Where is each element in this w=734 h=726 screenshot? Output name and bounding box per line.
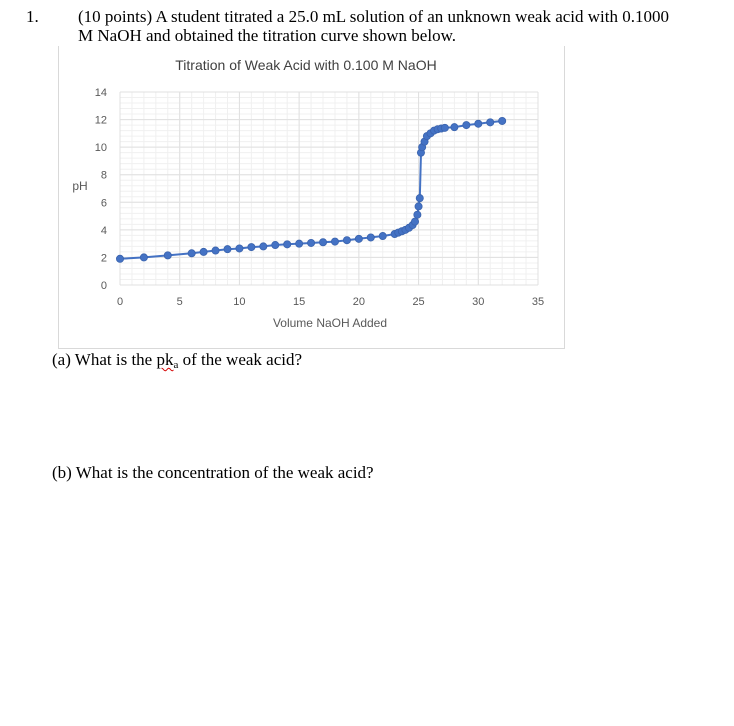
y-axis-label: pH	[72, 179, 88, 193]
y-tick-label: 12	[94, 114, 107, 127]
data-point	[411, 218, 418, 225]
data-point	[331, 238, 338, 245]
data-point	[272, 241, 279, 248]
x-axis-label: Volume NaOH Added	[272, 316, 388, 330]
data-point	[416, 195, 423, 202]
y-tick-label: 0	[100, 280, 107, 292]
pka-term: pka	[156, 350, 179, 371]
data-point	[319, 239, 326, 246]
part-a-post: of the weak acid?	[178, 350, 303, 369]
data-point	[284, 241, 291, 248]
data-point	[188, 250, 195, 257]
data-point	[367, 234, 374, 241]
question-number: 1.	[26, 7, 39, 26]
x-tick-label: 25	[412, 296, 425, 308]
data-point	[451, 124, 458, 131]
data-point	[224, 246, 231, 253]
data-point	[441, 124, 448, 131]
y-tick-label: 6	[100, 197, 107, 210]
data-point	[415, 203, 422, 210]
data-point	[140, 254, 147, 261]
data-point	[343, 237, 350, 244]
part-a-question	[52, 350, 302, 375]
titration-chart	[0, 0, 734, 360]
question-line-2: M NaOH and obtained the titration curve shown below.	[78, 26, 457, 45]
data-point	[463, 121, 470, 128]
data-point	[355, 235, 362, 242]
x-tick-label: 20	[352, 296, 365, 308]
y-tick-label: 10	[94, 142, 107, 155]
data-point	[499, 117, 506, 124]
question-line-1: (10 points) A student titrated a 25.0 mL solution of an unknown weak acid with 0.1000	[78, 7, 669, 26]
data-point	[475, 120, 482, 127]
chart-title: Titration of Weak Acid with 0.100 M NaOH	[175, 57, 437, 73]
x-tick-label: 0	[116, 296, 124, 308]
y-tick-label: 8	[100, 169, 107, 182]
data-point	[307, 239, 314, 246]
x-tick-label: 35	[531, 296, 545, 308]
part-a-pre: (a) What is the	[52, 350, 157, 369]
x-tick-label: 5	[176, 296, 183, 308]
x-tick-label: 30	[472, 296, 485, 308]
data-point	[379, 232, 386, 239]
x-tick-label: 15	[293, 296, 306, 308]
data-point	[200, 248, 207, 255]
part-b-question: (b) What is the concentration of the weak acid?	[52, 463, 374, 482]
data-point	[296, 240, 303, 247]
data-point	[212, 247, 219, 254]
y-tick-label: 4	[100, 224, 107, 237]
x-tick-label: 10	[233, 296, 246, 308]
data-point	[260, 243, 267, 250]
data-point	[236, 245, 243, 252]
data-point	[116, 255, 123, 262]
y-tick-label: 14	[94, 87, 107, 99]
y-tick-label: 2	[100, 252, 107, 265]
data-point	[248, 243, 255, 250]
grid	[120, 92, 538, 285]
data-point	[414, 211, 421, 218]
data-point	[164, 252, 171, 259]
data-point	[487, 119, 494, 126]
